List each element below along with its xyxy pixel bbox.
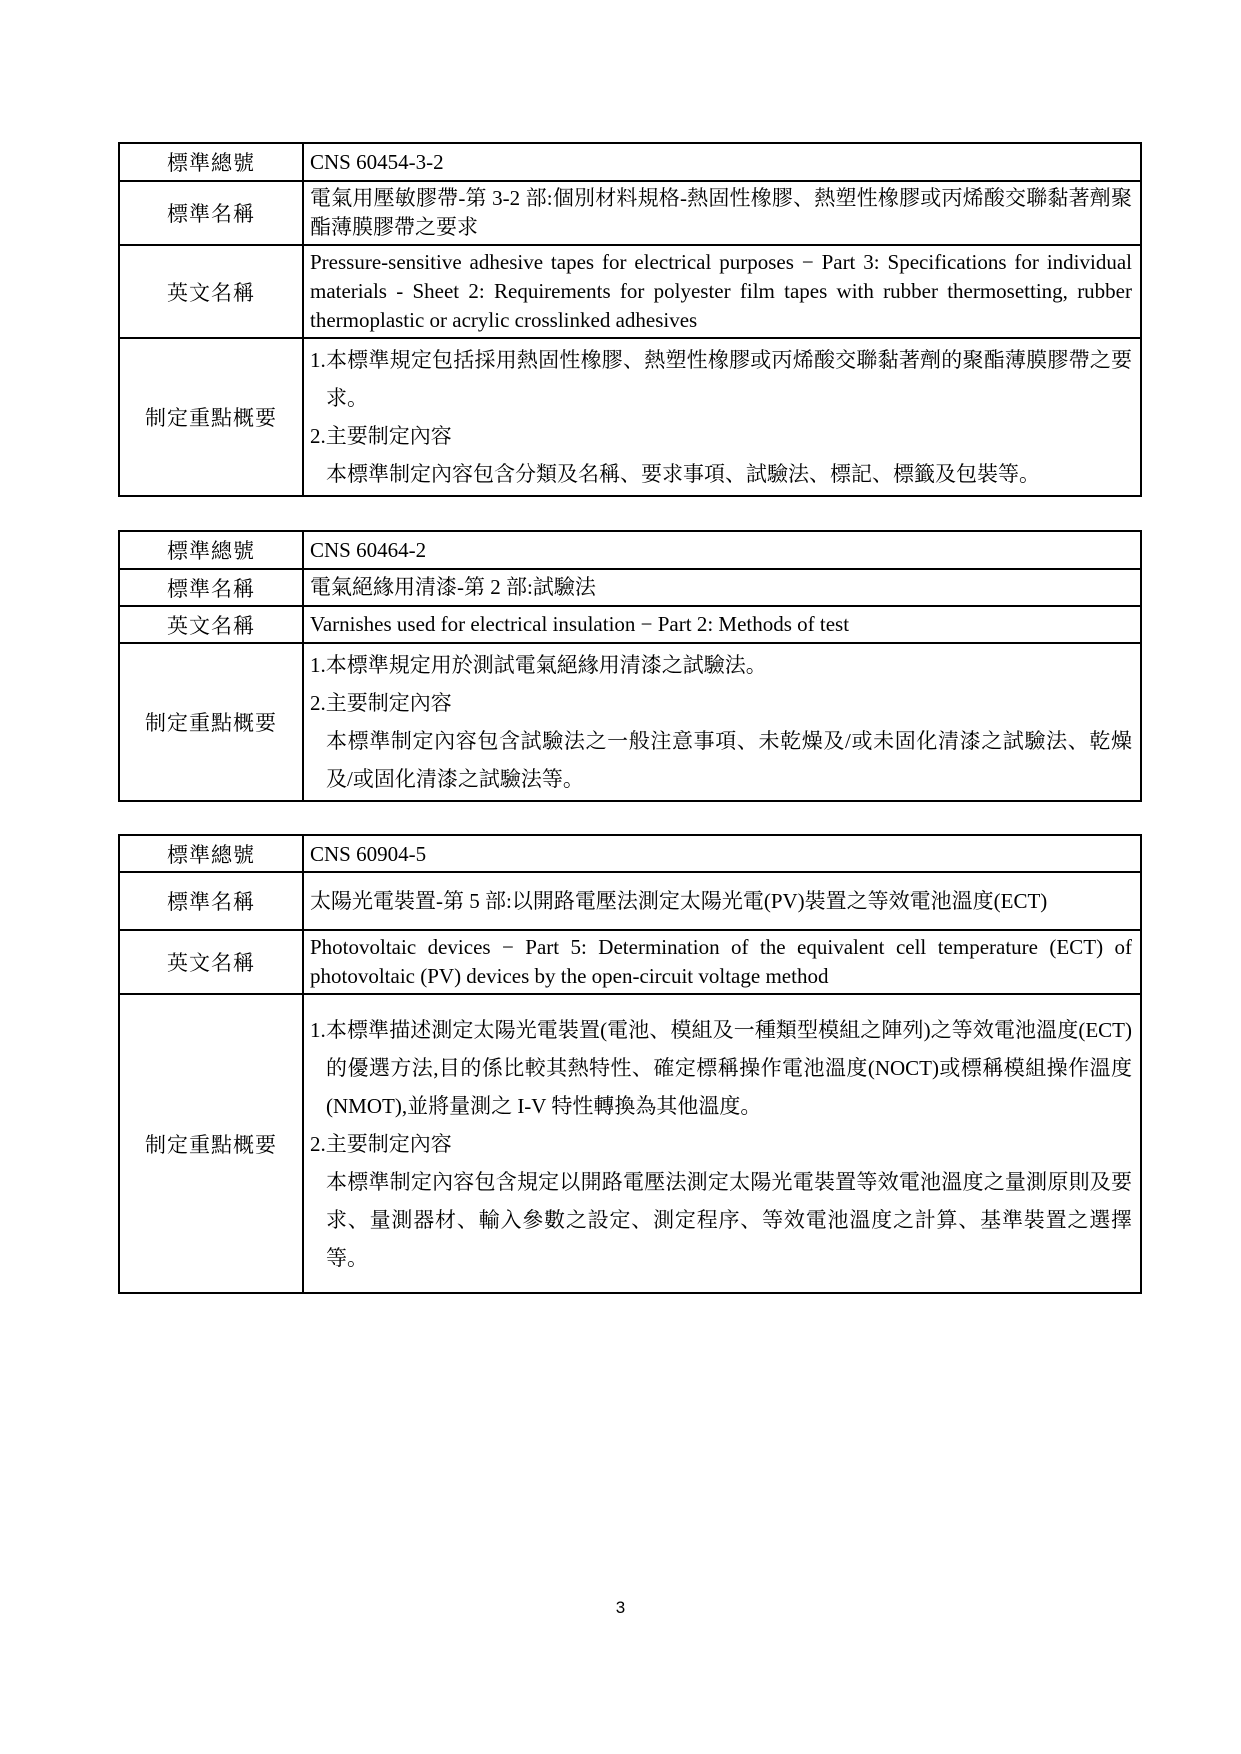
row-label-standard-code: 標準總號	[119, 531, 303, 569]
summary-item-1	[310, 646, 1132, 684]
standard-table-cns-60464-2	[118, 530, 1142, 802]
summary-item-1	[310, 341, 1132, 417]
standards-tables-container	[118, 142, 1142, 1294]
row-label-english-name: 英文名稱	[119, 606, 303, 643]
item-number: 1.	[310, 1017, 326, 1042]
page-number: 3	[615, 1598, 626, 1617]
standard-summary-cell	[303, 994, 1141, 1293]
standard-table-cns-60904-5	[118, 834, 1142, 1294]
summary-item-2-detail: 本標準制定內容包含試驗法之一般注意事項、未乾燥及/或未固化清漆之試驗法、乾燥及/或固化清漆之試驗法等。	[326, 729, 1132, 791]
item-text: 本標準描述測定太陽光電裝置(電池、模組及一種類型模組之陣列)之等效電池溫度(ECT)的優選方法,目的係比較其熱特性、確定標稱操作電池溫度(NOCT)或標稱模組操作溫度(NMOT),並將量測之 I-V 特性轉換為其他溫度。	[325, 1017, 1132, 1118]
standard-summary-cell	[303, 338, 1141, 496]
item-number: 2.	[310, 1131, 326, 1156]
row-label-english-name: 英文名稱	[119, 930, 303, 994]
row-label-standard-name: 標準名稱	[119, 181, 303, 245]
row-label-standard-name: 標準名稱	[119, 569, 303, 606]
item-text: 本標準規定包括採用熱固性橡膠、熱塑性橡膠或丙烯酸交聯黏著劑的聚酯薄膜膠帶之要求。	[325, 348, 1132, 410]
standard-summary-cell	[303, 643, 1141, 801]
row-label-standard-code: 標準總號	[119, 143, 303, 181]
row-label-standard-name: 標準名稱	[119, 872, 303, 930]
summary-item-2	[310, 1125, 1132, 1163]
standard-english-name-value: Photovoltaic devices − Part 5: Determination of the equivalent cell temperature (ECT) of photovoltaic (PV) devices by the open-circuit voltage method	[303, 930, 1141, 994]
standard-name-value: 電氣用壓敏膠帶-第 3-2 部:個別材料規格-熱固性橡膠、熱塑性橡膠或丙烯酸交聯黏著劑聚酯薄膜膠帶之要求	[303, 181, 1141, 245]
row-label-summary: 制定重點概要	[119, 338, 303, 496]
row-label-standard-code: 標準總號	[119, 835, 303, 872]
summary-item-1	[310, 1011, 1132, 1125]
summary-item-2-detail: 本標準制定內容包含規定以開路電壓法測定太陽光電裝置等效電池溫度之量測原則及要求、量測器材、輸入參數之設定、測定程序、等效電池溫度之計算、基準裝置之選擇等。	[326, 1169, 1132, 1270]
item-text: 主要制定內容	[325, 691, 452, 715]
standard-table-cns-60454-3-2	[118, 142, 1142, 497]
standard-name-value: 電氣絕緣用清漆-第 2 部:試驗法	[303, 569, 1141, 606]
item-number: 2.	[310, 424, 326, 448]
standard-english-name-value: Pressure-sensitive adhesive tapes for electrical purposes − Part 3: Specifications for individual materials - Sheet 2: Requirements for polyester film tapes with rubber thermosetting, rubber thermoplastic or acrylic crosslinked adhesives	[303, 245, 1141, 338]
item-text: 本標準規定用於測試電氣絕緣用清漆之試驗法。	[325, 653, 767, 677]
summary-item-2	[310, 684, 1132, 722]
standard-code-value: CNS 60464-2	[303, 531, 1141, 569]
standard-code-value: CNS 60454-3-2	[303, 143, 1141, 181]
standard-name-value: 太陽光電裝置-第 5 部:以開路電壓法測定太陽光電(PV)裝置之等效電池溫度(ECT)	[303, 872, 1141, 930]
row-label-english-name: 英文名稱	[119, 245, 303, 338]
item-text: 主要制定內容	[325, 1131, 452, 1156]
row-label-summary: 制定重點概要	[119, 643, 303, 801]
standard-code-value: CNS 60904-5	[303, 835, 1141, 872]
item-text: 主要制定內容	[325, 424, 452, 448]
summary-item-2-detail: 本標準制定內容包含分類及名稱、要求事項、試驗法、標記、標籤及包裝等。	[326, 462, 1040, 486]
item-number: 1.	[310, 348, 326, 372]
item-number: 1.	[310, 653, 326, 677]
row-label-summary: 制定重點概要	[119, 994, 303, 1293]
summary-item-2	[310, 417, 1132, 455]
item-number: 2.	[310, 691, 326, 715]
standard-english-name-value: Varnishes used for electrical insulation − Part 2: Methods of test	[303, 606, 1141, 643]
